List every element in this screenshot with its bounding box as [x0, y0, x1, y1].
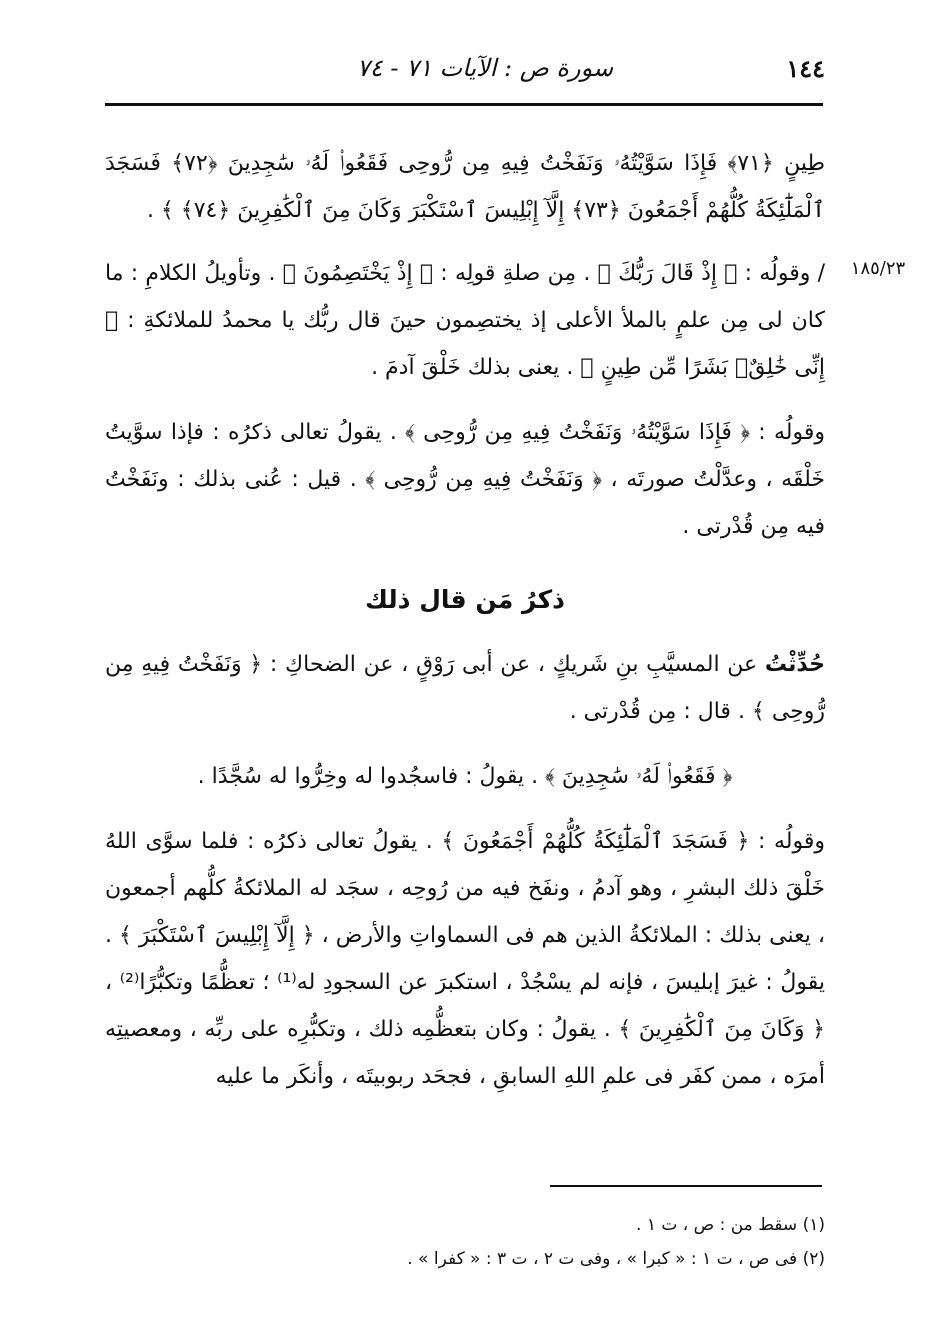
section-heading: ذكرُ مَن قال ذلك	[365, 585, 565, 614]
footnote-2: (٢) فى ص ، ت ١ : « كبرا » ، وفى ت ٢ ، ت ٣ : « كفرا » .	[407, 1249, 825, 1269]
narration-text: عن المسيَّبِ بنِ شَريكٍ ، عن أبى رَوْقٍ ، عن الضحاكِ : ﴿ وَنَفَخْتُ فِيهِ مِن رُّوحِى ﴾ . قال : مِن قُدْرتى .	[105, 652, 825, 724]
page-header	[105, 48, 825, 96]
margin-reference: ١٨٥/٢٣	[850, 258, 906, 279]
paragraph-explanation-1: / وقولُه : ﴿ إِذْ قَالَ رَبُّكَ ﴾ . مِن صلةِ قولِه : ﴿ إِذْ يَخْتَصِمُونَ ﴾ . وتأويلُ الكلامِ : ما كان لى مِن علمٍ بالملأ الأعلى إذ يختصِمون حينَ قال ربُّك يا محمدُ للملائكةِ : ﴿ إِنِّى خَٰلِقٌۢ بَشَرًا مِّن طِينٍ ﴾ . يعنى بذلك خَلْقَ آدمَ .	[105, 261, 825, 380]
quran-verse-block: طِينٍ ﴿٧١﴾ فَإِذَا سَوَّيْتُهُۥ وَنَفَخْتُ فِيهِ مِن رُّوحِى فَقَعُوا۟ لَهُۥ سَٰجِدِينَ ﴿٧٢﴾ فَسَجَدَ ٱلْمَلَٰٓئِكَةُ كُلُّهُمْ أَجْمَعُونَ ﴿٧٣﴾ إِلَّآ إِبْلِيسَ ٱسْتَكْبَرَ وَكَانَ مِنَ ٱلْكَٰفِرِينَ ﴿٧٤﴾ ﴾ .	[105, 151, 826, 223]
main-text	[105, 140, 825, 1118]
footnote-rule	[550, 1185, 822, 1187]
page-number: ١٤٤	[786, 54, 825, 83]
paragraph-explanation-2: وقولُه : ﴿ فَإِذَا سَوَّيْتُهُۥ وَنَفَخْتُ فِيهِ مِن رُّوحِى ﴾ . يقولُ تعالى ذكرُه : فإذا سوَّيتُ خَلْقَه ، وعدَّلْتُ صورتَه ، ﴿ وَنَفَخْتُ فِيهِ مِن رُّوحِى ﴾ . قيل : عُنى بذلك : ونَفَخْتُ فيه مِن قُدْرتى .	[105, 420, 825, 539]
narration-lead: حُدِّثْتُ	[764, 652, 825, 677]
narration-paragraph	[105, 641, 825, 735]
footnote-1: (١) سقط من : ص ، ت ١ .	[636, 1215, 825, 1235]
footnotes	[105, 1208, 825, 1276]
running-title: سورة ص : الآيات ٧١ - ٧٤	[356, 54, 614, 82]
header-rule	[105, 103, 823, 106]
paragraph-commentary: وقولُه : ﴿ فَسَجَدَ ٱلْمَلَٰٓئِكَةُ كُلُّهُمْ أَجْمَعُونَ ﴾ . يقولُ تعالى ذكرُه : فلما سوَّى اللهُ خَلْقَ ذلك البشرِ ، وهو آدمُ ، ونفَخ فيه من رُوحِه ، سجَد له الملائكةُ كلُّهم أجمعون ، يعنى بذلك : الملائكةُ الذين هم فى السماواتِ والأرض ، ﴿ إِلَّآ إِبْلِيسَ ٱسْتَكْبَرَ ﴾ . يقولُ : غيرَ إبليسَ ، فإنه لم يسْجُدْ ، استكبرَ عن السجودِ له⁽¹⁾ ؛ تعظُّمًا وتكبُّرًا⁽²⁾ ، ﴿ وَكَانَ مِنَ ٱلْكَٰفِرِينَ ﴾ . يقولُ : وكان بتعظُّمِه ذلك ، وتكبُّرِه على ربِّه ، ومعصيتِه أمرَه ، ممن كفَر فى علمِ اللهِ السابقِ ، فجحَد ربوبيتَه ، وأنكَر ما عليه	[105, 829, 825, 1089]
verse-commentary-line: ﴿ فَقَعُوا۟ لَهُۥ سَٰجِدِينَ ﴾ . يقولُ : فاسجُدوا له وخِرُّوا له سُجَّدًا .	[197, 764, 733, 789]
